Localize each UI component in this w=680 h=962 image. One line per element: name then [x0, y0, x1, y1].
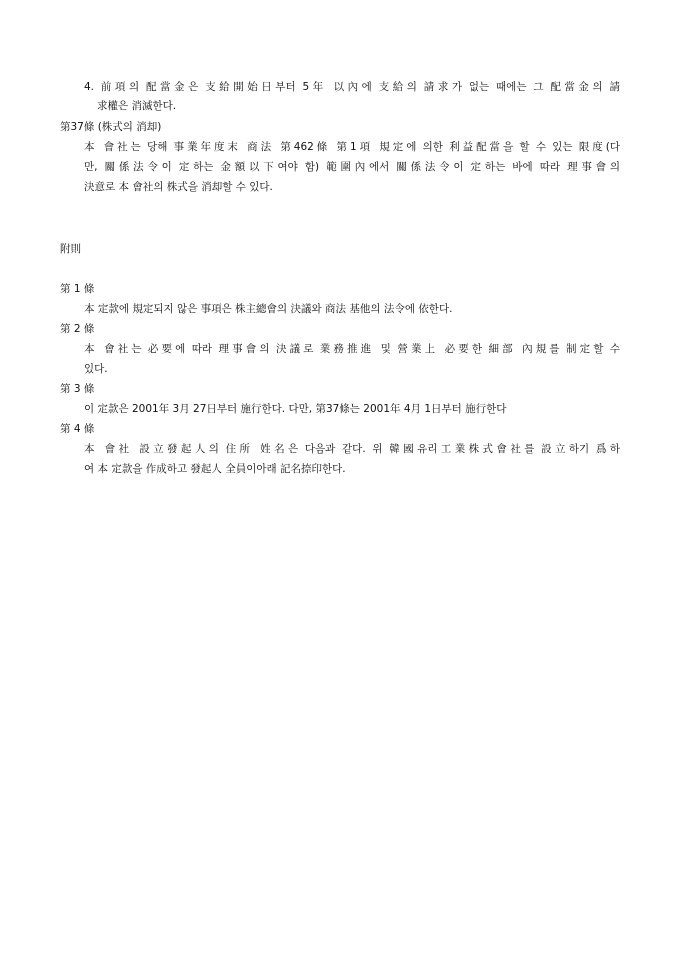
- addenda-art4-line1: 本 會社 設立發起人의 住所 姓名은 다음과 같다. 위 韓國유리工業株式會社를 設立하기 爲하: [84, 443, 620, 455]
- addenda-art3-line1: 이 定款은 2001年 3月 27日부터 施行한다. 다만, 第37條는 2001年 4月 1日부터 施行한다: [84, 403, 507, 415]
- addenda-art4-heading: 第 4 條: [60, 423, 95, 435]
- article37-heading: 第37條 (株式의 消却): [60, 121, 162, 133]
- article36-item4-line2: 求權은 消滅한다.: [97, 100, 177, 112]
- addenda-art2-heading: 第 2 條: [60, 323, 95, 335]
- addenda-art1-heading: 第 1 條: [60, 283, 95, 295]
- article37-line2: 만, 關係法令이 定하는 金額以下여야 함) 範圍內에서 關係法令이 定하는 바에 따라 理事會의: [84, 161, 620, 173]
- addenda-art4-line2: 여 本 定款을 作成하고 發起人 全員이아래 記名捺印한다.: [84, 463, 346, 475]
- addenda-art1-line1: 本 定款에 規定되지 않은 事項은 株主總會의 決議와 商法 基他의 法令에 依한다.: [84, 303, 453, 315]
- addenda-art2-line2: 있다.: [84, 363, 108, 375]
- article37-line1: 本 會社는 당해 事業年度末 商法 第462條 第1項 規定에 의한 利益配當을 할 수 있는 限度(다: [84, 141, 620, 153]
- addenda-art2-line1: 本 會社는 必要에 따라 理事會의 決議로 業務推進 및 營業上 必要한 細部 內規를 制定할 수: [84, 343, 620, 355]
- article37-line3: 決意로 本 會社의 株式을 消却할 수 있다.: [84, 181, 273, 193]
- article36-item4-line1: 4. 前項의 配當金은 支給開始日부터 5年 以內에 支給의 請求가 없는 때에는 그 配當金의 請: [84, 81, 620, 93]
- addenda-title: 附則: [60, 243, 81, 255]
- addenda-art3-heading: 第 3 條: [60, 383, 95, 395]
